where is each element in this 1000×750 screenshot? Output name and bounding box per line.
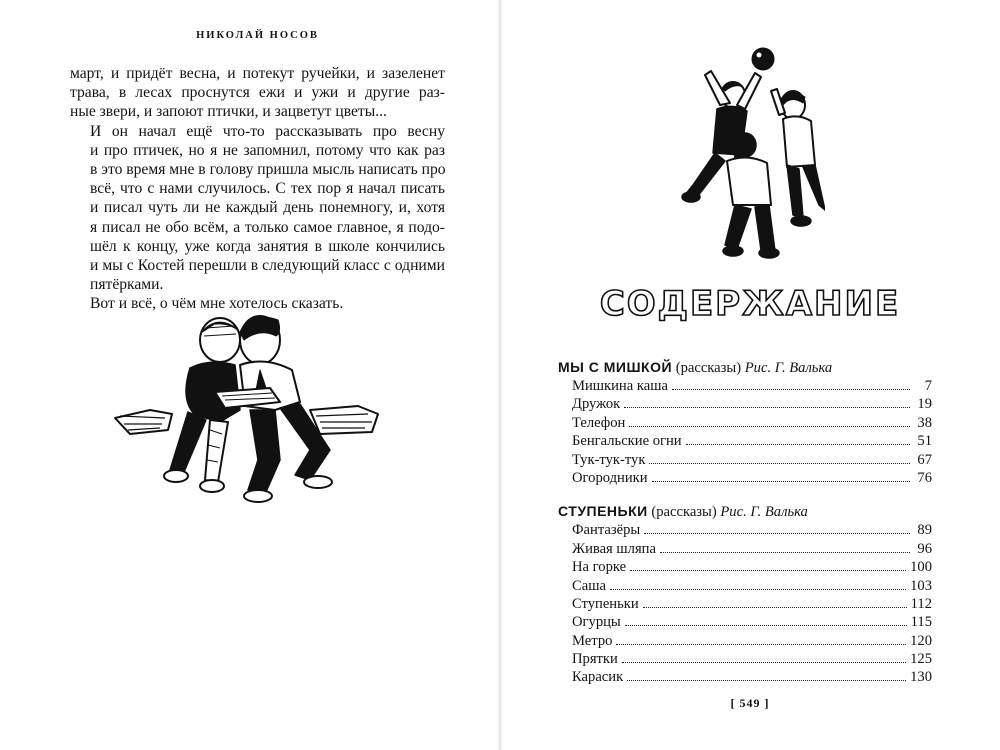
toc-page: 103 — [910, 577, 932, 594]
dot-leader — [610, 589, 906, 590]
dot-leader — [652, 481, 910, 482]
toc-page: 67 — [917, 451, 932, 468]
section-title: СТУПЕНЬКИ — [558, 503, 648, 520]
dot-leader — [627, 680, 906, 681]
toc-title: Дружок — [572, 396, 621, 413]
toc-page: 89 — [917, 522, 932, 539]
dot-leader — [630, 570, 906, 571]
toc-title: Телефон — [572, 414, 626, 431]
text-line: ные звери, и запоют птички, и зацветут цветы... — [70, 103, 387, 121]
dot-leader — [660, 552, 910, 553]
toc-page: 19 — [917, 396, 932, 413]
toc-title: Огурцы — [572, 614, 621, 631]
dot-leader — [686, 444, 910, 445]
dot-leader — [649, 463, 910, 464]
toc-entry[interactable] — [572, 595, 932, 613]
toc-entry[interactable] — [572, 451, 932, 469]
section-title: МЫ С МИШКОЙ — [558, 359, 673, 375]
paragraph-2 — [70, 122, 445, 295]
running-head: НИКОЛАЙ НОСОВ — [196, 30, 319, 41]
toc-entry[interactable] — [572, 469, 932, 487]
toc-page: 120 — [910, 632, 932, 649]
text-line: и писал чуть ли не каждый день понемногу, и, хотя — [90, 199, 445, 217]
text-line: Вот и всё, о чём мне хотелось сказать. — [90, 295, 344, 313]
text-line: И он начал ещё что-то рассказывать про весну — [90, 122, 445, 140]
toc-page: 112 — [910, 595, 932, 612]
dot-leader — [644, 533, 910, 534]
toc-page: 100 — [910, 559, 932, 576]
toc-entry[interactable] — [572, 521, 932, 539]
section-subtitle: (рассказы) — [651, 504, 717, 521]
toc-title: Прятки — [572, 651, 618, 668]
section-illustrator: Рис. Г. Валька — [744, 360, 833, 376]
table-of-contents — [558, 357, 932, 687]
section-subtitle: (рассказы) — [675, 360, 742, 376]
text-line: и мы с Костей перешли в следующий класс с одними — [90, 257, 445, 275]
toc-entry[interactable] — [572, 632, 932, 650]
toc-title: Мишкина каша — [572, 378, 668, 394]
dot-leader — [672, 389, 910, 390]
dot-leader — [629, 426, 910, 427]
page-number: [ 549 ] — [730, 696, 770, 710]
toc-entry[interactable] — [572, 395, 932, 413]
toc-page: 51 — [917, 433, 932, 450]
paragraph-1 — [70, 64, 445, 122]
toc-page: 7 — [924, 378, 932, 394]
text-line: пятёрками. — [90, 276, 164, 294]
toc-title: Бенгальские огни — [572, 433, 682, 450]
toc-entry[interactable] — [572, 558, 932, 576]
text-line: всё, что с нами случилось. С тех пор я начал писать — [90, 180, 445, 198]
toc-title: Фантазёры — [572, 522, 641, 539]
toc-title: Огородники — [572, 469, 648, 486]
toc-title: Живая шляпа — [572, 540, 656, 557]
toc-title: Саша — [572, 577, 606, 594]
toc-title: Ступеньки — [572, 595, 639, 612]
text-line: трава, в лесах проснутся ежи и ужи и другие раз- — [70, 84, 445, 102]
toc-title: На горке — [572, 559, 627, 576]
dot-leader — [624, 407, 910, 408]
right-page — [500, 0, 1000, 750]
toc-title: Карасик — [572, 669, 624, 686]
toc-page: 76 — [917, 469, 932, 486]
text-line: я писал не обо всём, а только самое главное, я подо- — [90, 218, 445, 236]
toc-entry[interactable] — [572, 414, 932, 432]
toc-entry[interactable] — [572, 540, 932, 558]
illustration-boys-playing-ball — [675, 45, 825, 260]
section-gap — [558, 487, 932, 501]
toc-title: Тук-тук-тук — [572, 451, 646, 468]
toc-page: 96 — [917, 540, 932, 557]
toc-title: Метро — [572, 632, 613, 649]
text-line: март, и придёт весна, и потекут ручейки, и зазеленет — [70, 65, 445, 82]
toc-page: 130 — [910, 669, 932, 686]
toc-entry[interactable] — [572, 377, 932, 395]
toc-entry[interactable] — [572, 668, 932, 686]
text-line: в это время мне в голову пришла мысль написать про — [90, 161, 446, 179]
story-text — [70, 64, 445, 314]
toc-page: 125 — [910, 651, 932, 668]
text-line: и про птичек, но я не запомнил, потому что как раз — [90, 141, 445, 159]
toc-page: 38 — [917, 414, 932, 431]
illustration-boys-reading — [110, 310, 385, 505]
dot-leader — [622, 662, 906, 663]
section-illustrator: Рис. Г. Валька — [720, 504, 808, 521]
toc-entry[interactable] — [572, 613, 932, 631]
contents-title: СОДЕРЖАНИЕ — [599, 284, 901, 324]
section-heading — [558, 501, 932, 521]
dot-leader — [625, 625, 907, 626]
toc-entry[interactable] — [572, 577, 932, 595]
text-line: шёл к концу, уже когда занятия в школе кончились — [90, 237, 445, 255]
toc-entry[interactable] — [572, 432, 932, 450]
toc-page: 115 — [910, 614, 932, 631]
section-heading — [558, 357, 932, 377]
dot-leader — [643, 607, 907, 608]
dot-leader — [616, 644, 906, 645]
toc-entry[interactable] — [572, 650, 932, 668]
